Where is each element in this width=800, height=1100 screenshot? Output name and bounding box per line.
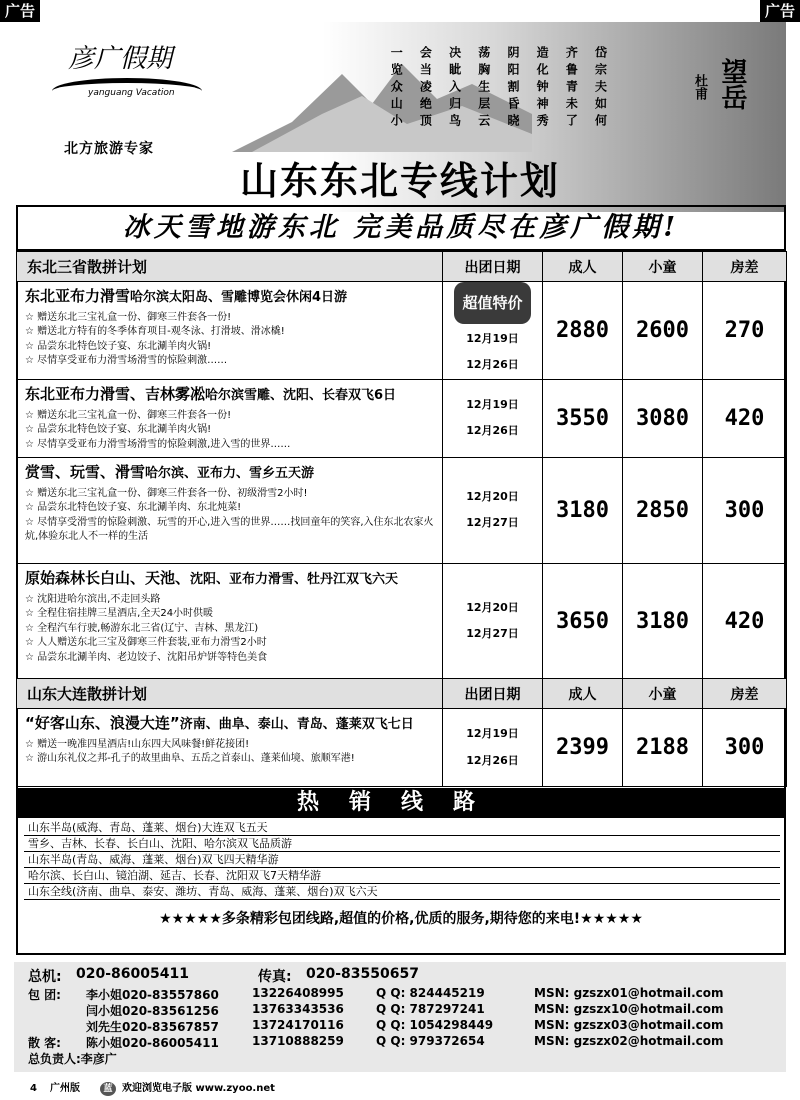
list-item: 哈尔滨、长白山、镜泊湖、延吉、长春、沈阳双飞7天精华游 [24, 868, 780, 884]
contact-name: 李小姐020-83557860 [86, 988, 219, 1002]
child-price: 3080 [623, 379, 703, 457]
promo-stars-line: ★★★★★多条精彩包团线路,超值的价格,优质的服务,期待您的来电!★★★★★ [159, 911, 643, 927]
tour-title: 赏雪、玩雪、滑雪 [25, 462, 146, 481]
poem-line: 一览众山小 [389, 46, 404, 131]
tour-item: 品尝东北特色饺子宴、东北涮羊肉火锅! [37, 340, 212, 352]
contact-msn: MSN: gzszx10@hotmail.com [534, 1002, 724, 1016]
poem-line: 决眦入归鸟 [447, 46, 462, 131]
page-title: 山东东北专线计划 [239, 159, 560, 203]
poem-line: 岱宗夫如何 [593, 46, 608, 131]
contact-name: 陈小姐020-86005411 [86, 1036, 219, 1050]
child-price: 2850 [623, 457, 703, 563]
contact-msn: MSN: gzszx01@hotmail.com [534, 986, 724, 1000]
manager: 总负责人:李彦广 [28, 1052, 117, 1066]
col-child-header: 小童 [623, 252, 703, 282]
contact-box [14, 962, 786, 1072]
child-price: 3180 [623, 563, 703, 679]
poem [386, 46, 610, 131]
tour-subtitle: 哈尔滨太阳岛、雪雕博览会休闲4日游 [130, 290, 348, 305]
main-phone: 020-86005411 [76, 966, 189, 982]
adult-price: 3550 [543, 379, 623, 457]
logo-english: yanguang Vacation [88, 88, 175, 98]
contact-mobile: 13724170116 [252, 1018, 344, 1032]
main-phone-label: 总机: [28, 969, 62, 985]
footer-text: 欢迎浏览电子版 www.zyoo.net [122, 1083, 275, 1094]
table-row [17, 457, 787, 563]
list-item: 雪乡、吉林、长春、长白山、沈阳、哈尔滨双飞品质游 [24, 836, 780, 852]
fax-phone: 020-83550657 [306, 966, 419, 982]
adult-price: 3180 [543, 457, 623, 563]
tour-description: 东北亚布力滑雪、吉林雾凇哈尔滨雪雕、沈阳、长春双飞6日 ☆ 赠送东北三宝礼盒一份、御寒三件套各一份! ☆ 品尝东北特色饺子宴、东北涮羊肉火锅! ☆ 尽情享受亚布力滑雪场滑雪的惊险刺激,进入雪的世界…… [17, 379, 443, 457]
edition-tag: 蓝 [100, 1082, 116, 1096]
tour-description: 赏雪、玩雪、滑雪哈尔滨、亚布力、雪乡五天游 ☆ 赠送东北三宝礼盒一份、御寒三件套各一份、初级滑雪2小时! ☆ 品尝东北特色饺子宴、东北涮羊肉、东北炖菜! ☆ 尽情享受滑雪的惊险刺激、玩雪的开心,进入雪的世界……找回童年的笑容,入住东北农家火炕,体验东北人不一样的生活 [17, 457, 443, 563]
tour-item: 尽情享受亚布力滑雪场滑雪的惊险刺激…… [37, 355, 228, 367]
contact-mobile: 13763343536 [252, 1002, 344, 1016]
special-price-badge: 超值特价 [454, 282, 530, 324]
col-date-header: 出团日期 [443, 252, 543, 282]
adult-price: 2399 [543, 709, 623, 787]
tour-date: 12月19日 [466, 727, 519, 741]
table-row [17, 282, 787, 380]
hot-routes-list [24, 820, 780, 900]
page-footer [0, 1078, 800, 1100]
tour-item: 尽情享受滑雪的惊险刺激、玩雪的开心,进入雪的世界……找回童年的笑容,入住东北农家火炕,体验东北人不一样的生活 [25, 516, 434, 543]
tour-date: 12月20日 [466, 600, 519, 614]
adult-price: 2880 [543, 282, 623, 380]
tour-title: 原始森林长白山、天池、 [25, 568, 191, 587]
list-item: 山东半岛(威海、青岛、蓬莱、烟台)大连双飞五天 [24, 820, 780, 836]
tour-subtitle: 沈阳、亚布力滑雪、牡丹江双飞六天 [190, 571, 399, 587]
table-row [17, 563, 787, 679]
table-row [17, 709, 787, 787]
ad-tag-right: 广告 [760, 0, 800, 22]
table-header [17, 679, 787, 709]
contact-qq: Q Q: 787297241 [376, 1002, 485, 1016]
tour-item: 人人赠送东北三宝及御寒三件套装,亚布力滑雪2小时 [37, 637, 267, 649]
table-header [17, 252, 787, 282]
tour-subtitle: 哈尔滨雪雕、沈阳、长春双飞6日 [205, 387, 397, 403]
col-adult-header: 成人 [543, 252, 623, 282]
poem-line: 造化钟神秀 [535, 46, 550, 131]
tour-description: “好客山东、浪漫大连”济南、曲阜、泰山、青岛、蓬莱双飞七日 ☆ 赠送一晚准四星酒店!山东四大风味餐!鲜花接团! ☆ 游山东礼仪之邦-孔子的故里曲阜、五岳之首泰山、蓬莱仙境、旅顺军港! [17, 709, 443, 787]
contact-qq: Q Q: 824445219 [376, 986, 485, 1000]
contact-msn: MSN: gzszx03@hotmail.com [534, 1018, 724, 1032]
contact-name: 刘先生020-83567857 [86, 1020, 219, 1034]
tour-dates [443, 379, 543, 457]
room-price: 300 [703, 457, 787, 563]
tour-date: 12月27日 [466, 516, 519, 530]
child-price: 2600 [623, 282, 703, 380]
tour-item: 沈阳进哈尔滨出,不走回头路 [37, 593, 161, 605]
contact-msn: MSN: gzszx02@hotmail.com [534, 1034, 724, 1048]
tour-item: 尽情享受亚布力滑雪场滑雪的惊险刺激,进入雪的世界…… [37, 438, 291, 450]
northeast-tour-table [16, 251, 787, 680]
page-number: 4 [30, 1083, 37, 1094]
tour-date: 12月26日 [466, 753, 519, 767]
retail-label: 散 客: [28, 1036, 61, 1050]
tour-date: 12月26日 [466, 358, 519, 372]
tour-dates [443, 563, 543, 679]
tour-item: 赠送北方特有的冬季体育项目-观冬泳、打滑坡、滑冰橇! [37, 326, 285, 338]
tour-item: 全程住宿挂牌三星酒店,全天24小时供暖 [37, 608, 214, 620]
tour-date: 12月20日 [466, 489, 519, 503]
poem-title: 望岳 [717, 58, 747, 110]
tour-item: 品尝东北涮羊肉、老边饺子、沈阳吊炉饼等特色美食 [37, 651, 268, 663]
tour-title: 东北亚布力滑雪、吉林雾凇 [25, 384, 206, 403]
tour-description: 东北亚布力滑雪哈尔滨太阳岛、雪雕博览会休闲4日游 ☆ 赠送东北三宝礼盒一份、御寒三件套各一份! ☆ 赠送北方特有的冬季体育项目-观冬泳、打滑坡、滑冰橇! ☆ 品尝东北特色饺子宴、东北涮羊肉火锅! ☆ 尽情享受亚布力滑雪场滑雪的惊险刺激…… [17, 282, 443, 380]
shandong-tour-table [16, 678, 787, 787]
room-price: 270 [703, 282, 787, 380]
child-price: 2188 [623, 709, 703, 787]
poem-line: 齐鲁青未了 [564, 46, 579, 131]
logo [28, 38, 198, 156]
contact-qq: Q Q: 979372654 [376, 1034, 485, 1048]
adult-price: 3650 [543, 563, 623, 679]
tour-item: 品尝东北特色饺子宴、东北涮羊肉、东北炖菜! [37, 502, 242, 514]
col-room-header: 房差 [703, 679, 787, 709]
poem-line: 会当凌绝顶 [418, 46, 433, 131]
poem-line: 阴阳割昏晓 [505, 46, 520, 131]
table-row [17, 379, 787, 457]
tour-description: 原始森林长白山、天池、沈阳、亚布力滑雪、牡丹江双飞六天 ☆ 沈阳进哈尔滨出,不走回头路 ☆ 全程住宿挂牌三星酒店,全天24小时供暖 ☆ 全程汽车行驶,畅游东北三省(辽宁、吉林、黑龙江) ☆ 人人赠送东北三宝及御寒三件套装,亚布力滑雪2小时 ☆ 品尝东北涮羊肉、老边饺子、沈阳吊炉饼等特色美食 [17, 563, 443, 679]
tour-date: 12月26日 [466, 424, 519, 438]
tour-item: 游山东礼仪之邦-孔子的故里曲阜、五岳之首泰山、蓬莱仙境、旅顺军港! [37, 753, 355, 765]
list-item: 山东半岛(青岛、威海、蓬莱、烟台)双飞四天精华游 [24, 852, 780, 868]
col-room-header: 房差 [703, 252, 787, 282]
tour-subtitle: 济南、曲阜、泰山、青岛、蓬莱双飞七日 [179, 717, 414, 732]
col-child-header: 小童 [623, 679, 703, 709]
promo-banner: 冰天雪地游东北 完美品质尽在彦广假期! [16, 205, 786, 251]
contact-name: 闫小姐020-83561256 [86, 1004, 219, 1018]
col-date-header: 出团日期 [443, 679, 543, 709]
fax-label: 传真: [258, 969, 292, 985]
tour-title: “好客山东、浪漫大连” [25, 714, 180, 732]
tour-item: 赠送一晚准四星酒店!山东四大风味餐!鲜花接团! [37, 738, 250, 750]
ad-tag-left: 广告 [0, 0, 40, 22]
logo-slogan: 北方旅游专家 [64, 141, 154, 157]
tour-dates [443, 282, 543, 380]
contact-mobile: 13710888259 [252, 1034, 344, 1048]
tour-subtitle: 哈尔滨、亚布力、雪乡五天游 [145, 465, 315, 481]
tour-item: 品尝东北特色饺子宴、东北涮羊肉火锅! [37, 424, 212, 436]
tour-date: 12月19日 [466, 332, 519, 345]
poem-author: 杜甫 [692, 74, 707, 100]
edition-label: 广州版 [50, 1083, 80, 1094]
contact-mobile: 13226408995 [252, 986, 344, 1000]
group-label: 包 团: [28, 988, 61, 1002]
poem-line: 荡胸生层云 [476, 46, 491, 131]
logo-name: 彦广假期 [68, 44, 173, 74]
section-name: 东北三省散拼计划 [17, 252, 443, 282]
tour-item: 全程汽车行驶,畅游东北三省(辽宁、吉林、黑龙江) [37, 622, 259, 634]
section-name: 山东大连散拼计划 [17, 679, 443, 709]
col-adult-header: 成人 [543, 679, 623, 709]
tour-date: 12月19日 [466, 397, 519, 411]
tour-date: 12月27日 [466, 627, 519, 641]
tour-item: 赠送东北三宝礼盒一份、御寒三件套各一份、初级滑雪2小时! [37, 487, 308, 499]
tour-title: 东北亚布力滑雪 [25, 287, 131, 305]
list-item: 山东全线(济南、曲阜、泰安、潍坊、青岛、威海、蓬莱、烟台)双飞六天 [24, 884, 780, 900]
hot-routes-title: 热销线路 [18, 788, 784, 818]
room-price: 420 [703, 563, 787, 679]
tour-item: 赠送东北三宝礼盒一份、御寒三件套各一份! [37, 409, 232, 421]
room-price: 420 [703, 379, 787, 457]
tour-dates [443, 709, 543, 787]
tour-item: 赠送东北三宝礼盒一份、御寒三件套各一份! [37, 311, 232, 323]
tour-dates [443, 457, 543, 563]
contact-qq: Q Q: 1054298449 [376, 1018, 494, 1032]
room-price: 300 [703, 709, 787, 787]
